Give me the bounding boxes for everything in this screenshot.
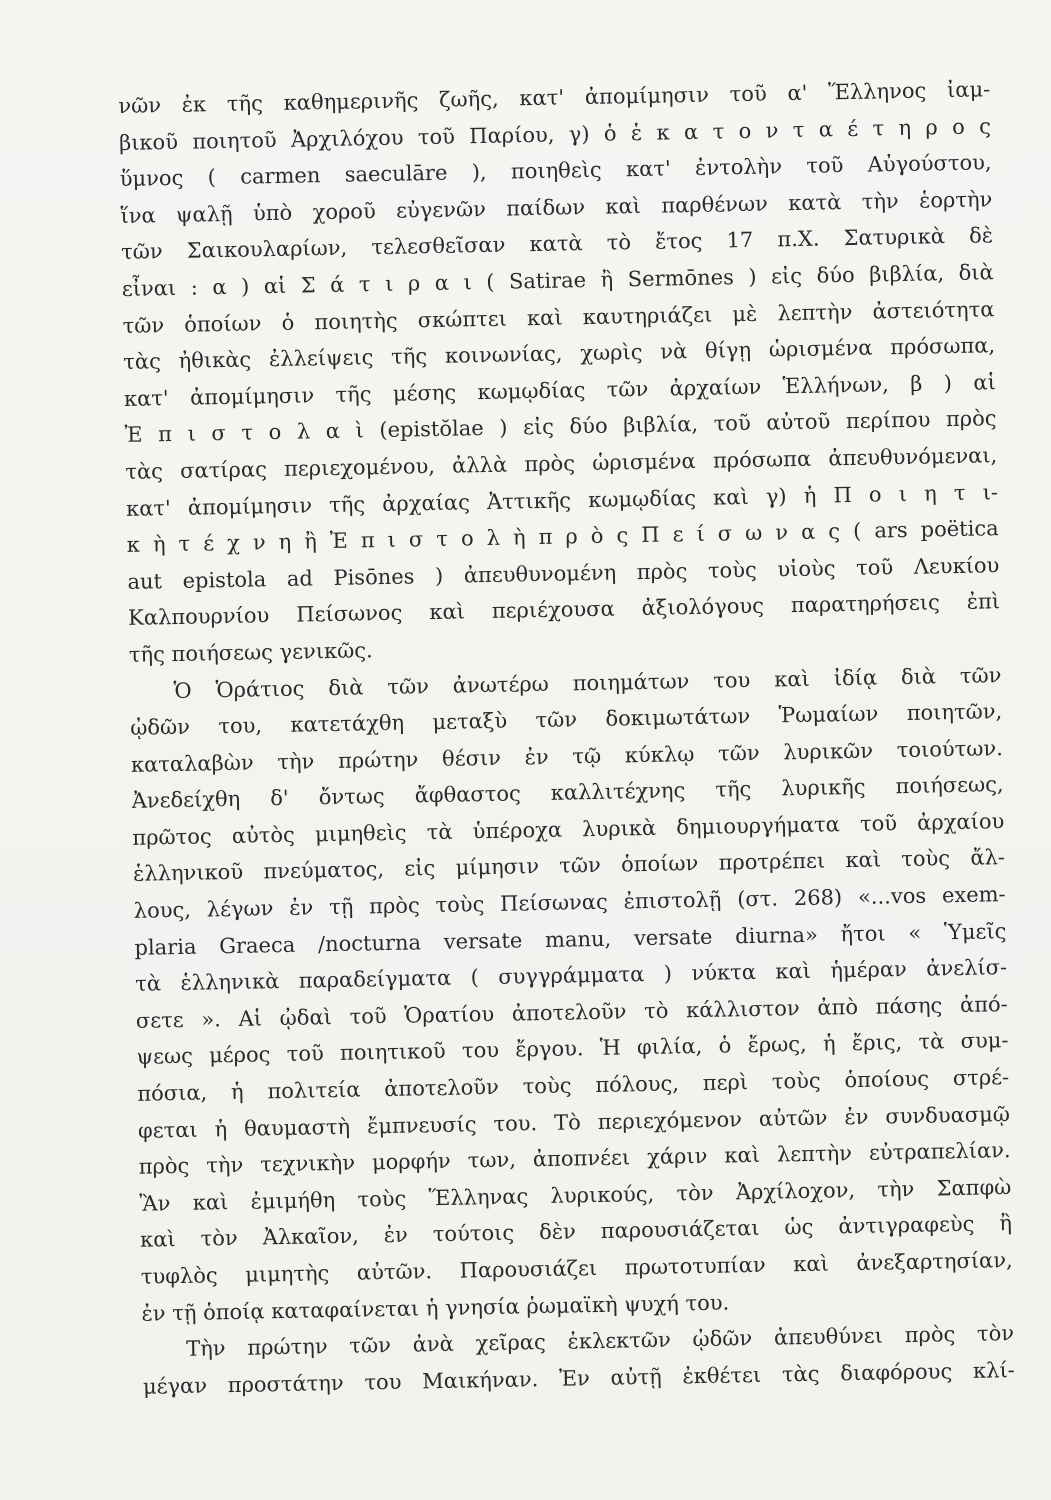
text-line: πόσια, ἡ πολιτεία ἀποτελοῦν τοὺς πόλους, περὶ τοὺς ὁποίους στρέ- <box>137 1065 1010 1106</box>
text-line: Ἀνεδείχθη δ' ὄντως ἄφθαστος καλλιτέχνης τῆς λυρικῆς ποιήσεως, <box>131 772 1004 814</box>
text-line: aut epistola ad Pisōnes ) ἀπευθυνομένη πρὸς τοὺς υἱοὺς τοῦ Λευκίου <box>127 552 1000 594</box>
text-line: καταλαβὼν τὴν πρώτην θέσιν ἐν τῷ κύκλῳ τῶν λυρικῶν τοιούτων. <box>130 735 1004 777</box>
text-line: ἐν τῇ ὁποίᾳ καταφαίνεται ἡ γνησία ῥωμαϊκὴ ψυχή του. <box>141 1290 730 1326</box>
text-line: πρῶτος αὐτὸς μιμηθεὶς τὰ ὑπέροχα λυρικὰ δημιουργήματα τοῦ ἀρχαίου <box>132 808 1005 850</box>
text-line: τυφλὸς μιμητὴς αὐτῶν. Παρουσιάζει πρωτοτυπίαν καὶ ἀνεξαρτησίαν, <box>140 1248 1013 1289</box>
text-line: τῶν ὁποίων ὁ ποιητὴς σκώπτει καὶ καυτηριάζει μὲ λεπτὴν ἀστειότητα <box>122 296 995 338</box>
text-line: κ ὴ τ έ χ ν η ἢ Ἐ π ι σ τ ο λ ὴ π ρ ὸ ς Π ε ί σ ω ν α ς ( ars poëtica <box>126 516 999 558</box>
text-line: βικοῦ ποιητοῦ Ἀρχιλόχου τοῦ Παρίου, γ) ὁ ἑ κ α τ ο ν τ α έ τ η ρ ο ς <box>118 113 992 155</box>
text-line: τῶν Σαικουλαρίων, τελεσθεῖσαν κατὰ τὸ ἔτος 17 π.Χ. Σατυρικὰ δὲ <box>120 223 994 265</box>
text-line: εἶναι : α ) αἱ Σ ά τ ι ρ α ι ( Satirae ἢ Sermōnes ) εἰς δύο βιβλία, διὰ <box>121 260 994 301</box>
body-text <box>118 71 1015 1405</box>
text-line: τὰ ἑλληνικὰ παραδείγματα ( συγγράμματα ) νύκτα καὶ ἡμέραν ἀνελίσ- <box>134 955 1008 997</box>
text-line: Ἂν καὶ ἐμιμήθη τοὺς Ἕλληνας λυρικούς, τὸν Ἀρχίλοχον, τὴν Σαπφὼ <box>139 1174 1012 1216</box>
text-line: λους, λέγων ἐν τῇ πρὸς τοὺς Πείσωνας ἐπιστολῇ (στ. 268) «...vos exem- <box>133 882 1006 923</box>
text-line: τὰς σατίρας περιεχομένου, ἀλλὰ πρὸς ὡρισμένα πρόσωπα ἀπευθυνόμεναι, <box>125 443 998 484</box>
page-number-faint <box>118 52 123 68</box>
text-line: σετε ». Αἱ ᾠδαὶ τοῦ Ὁρατίου ἀποτελοῦν τὸ κάλλιστον ἀπὸ πάσης ἀπό- <box>135 991 1008 1033</box>
text-line: νῶν ἐκ τῆς καθημερινῆς ζωῆς, κατ' ἀπομίμησιν τοῦ α' Ἕλληνος ἰαμ- <box>118 77 991 118</box>
text-line: κατ' ἀπομίμησιν τῆς ἀρχαίας Ἀττικῆς κωμῳδίας καὶ γ) ἡ Π ο ι η τ ι- <box>125 479 999 521</box>
text-line: Ἐ π ι σ τ ο λ α ὶ (epistŏlae ) εἰς δύο βιβλία, τοῦ αὐτοῦ περίπου πρὸς <box>124 406 997 448</box>
text-line: ἑλληνικοῦ πνεύματος, εἰς μίμησιν τῶν ὁποίων προτρέπει καὶ τοὺς ἄλ- <box>132 845 1006 887</box>
text-line: τὰς ἠθικὰς ἐλλείψεις τῆς κοινωνίας, χωρὶς νὰ θίγῃ ὡρισμένα πρόσωπα, <box>123 333 996 375</box>
text-line: φεται ἡ θαυμαστὴ ἔμπνευσίς του. Τὸ περιεχόμενον αὐτῶν ἐν συνδυασμῷ <box>137 1101 1011 1143</box>
text-line: μέγαν προστάτην του Μαικήναν. Ἐν αὐτῇ ἐκθέτει τὰς διαφόρους κλί- <box>142 1357 1016 1399</box>
text-line: Καλπουρνίου Πείσωνος καὶ περιέχουσα ἀξιολόγους παρατηρήσεις ἐπὶ <box>127 589 1001 631</box>
text-line: καὶ τὸν Ἀλκαῖον, ἐν τούτοις δὲν παρουσιάζεται ὡς ἀντιγραφεὺς ἢ <box>139 1211 1013 1253</box>
text-line: κατ' ἀπομίμησιν τῆς μέσης κωμῳδίας τῶν ἀρχαίων Ἑλλήνων, β ) αἱ <box>123 369 997 411</box>
text-line: ὕμνος ( carmen saeculāre ), ποιηθεὶς κατ' ἐντολὴν τοῦ Αὐγούστου, <box>119 150 992 192</box>
text-line: ψεως μέρος τοῦ ποιητικοῦ του ἔργου. Ἡ φιλία, ὁ ἔρως, ἡ ἔρις, τὰ συμ- <box>136 1028 1009 1070</box>
text-line: τῆς ποιήσεως γενικῶς. <box>128 638 373 667</box>
text-line: πρὸς τὴν τεχνικὴν μορφήν των, ἀποπνέει χάριν καὶ λεπτὴν εὐτραπελίαν. <box>138 1138 1011 1180</box>
text-line: Ὁ Ὁράτιος διὰ τῶν ἀνωτέρω ποιημάτων του καὶ ἰδίᾳ διὰ τῶν <box>173 662 1002 703</box>
text-line: ᾠδῶν του, κατετάχθη μεταξὺ τῶν δοκιμωτάτων Ῥωμαίων ποιητῶν, <box>130 699 1003 740</box>
text-line: ἵνα ψαλῇ ὑπὸ χοροῦ εὐγενῶν παίδων καὶ παρθένων κατὰ τὴν ἑορτὴν <box>120 187 993 228</box>
text-line: plaria Graeca /nocturna versate manu, versate diurna» ἤτοι « Ὑμεῖς <box>134 918 1007 960</box>
text-line: Τὴν πρώτην τῶν ἀνὰ χεῖρας ἐκλεκτῶν ᾠδῶν ἀπευθύνει πρὸς τὸν <box>185 1321 1015 1362</box>
